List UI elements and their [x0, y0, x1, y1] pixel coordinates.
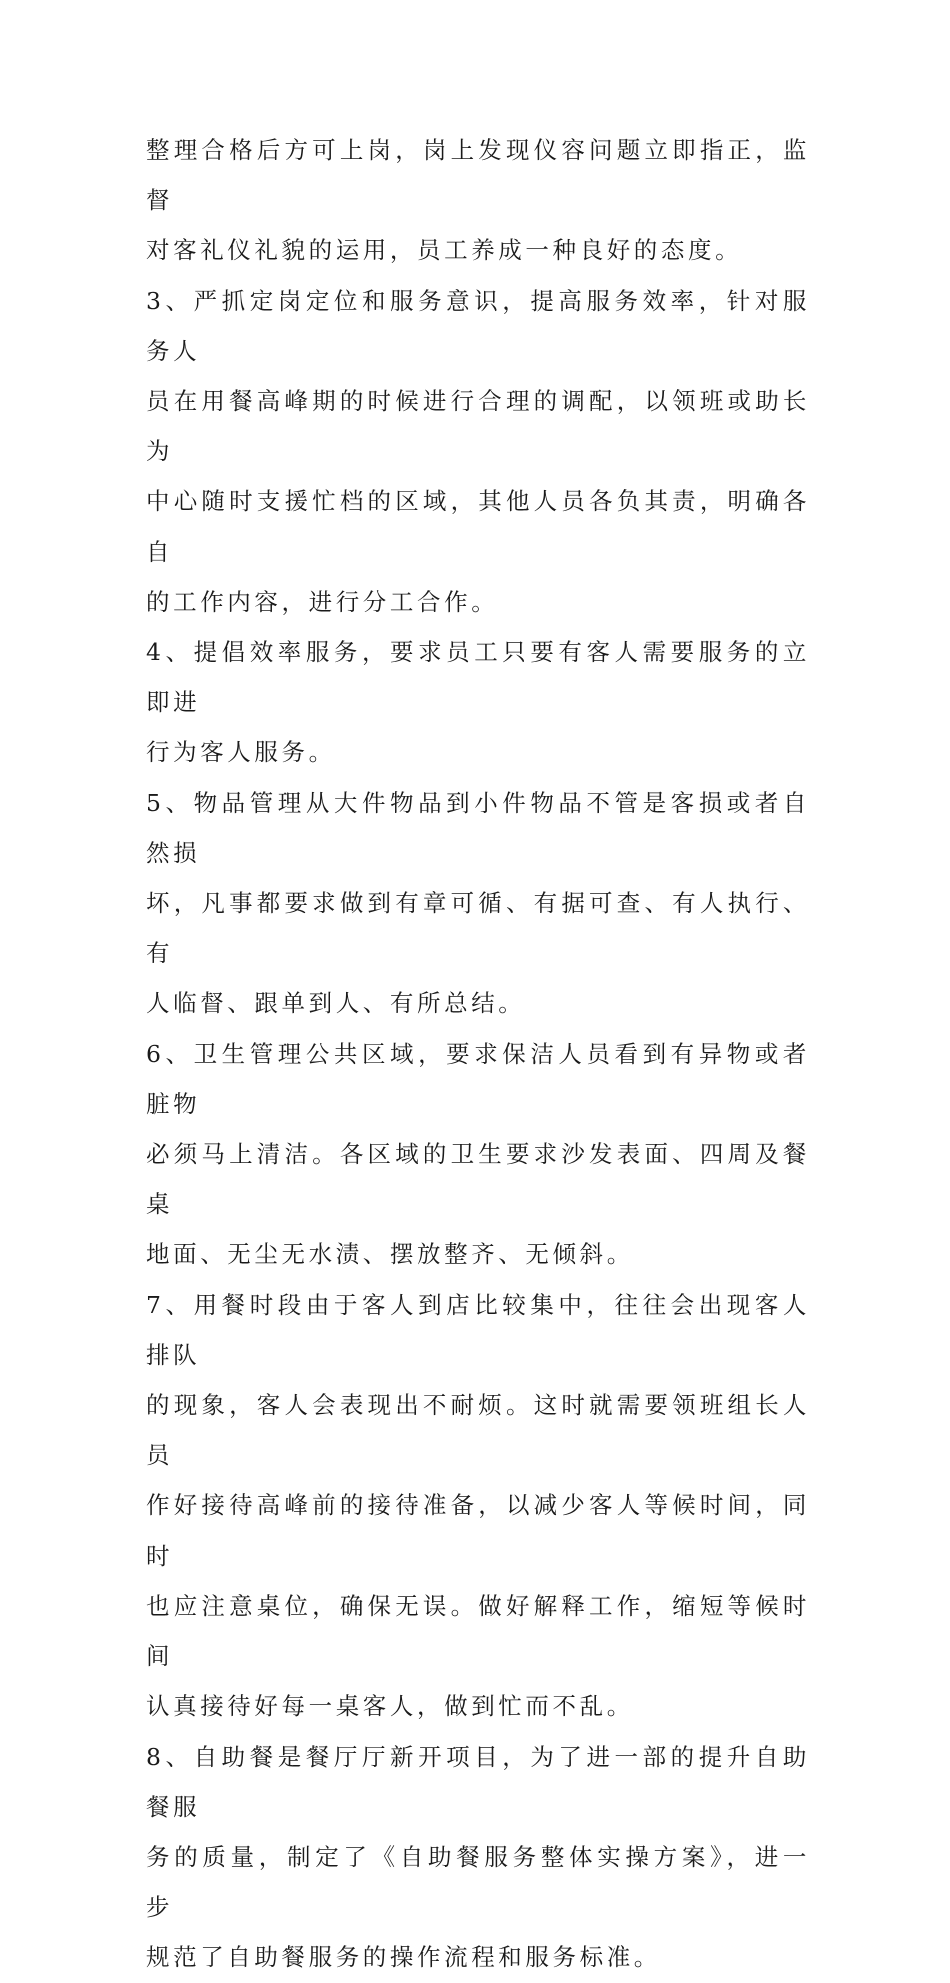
paragraph-item-8: 8、自助餐是餐厅厅新开项目，为了进一部的提升自助餐服 务的质量，制定了《自助餐服务整体实操方案》，进一步 规范了自助餐服务的操作流程和服务标准。: [146, 1742, 810, 1972]
paragraph-item-6: 6、卫生管理公共区域，要求保洁人员看到有异物或者脏物 必须马上清洁。各区域的卫生要求沙发表面、四周及餐桌 地面、无尘无水渍、摆放整齐、无倾斜。: [146, 1039, 810, 1269]
paragraph-item-3: 3、严抓定岗定位和服务意识，提高服务效率，针对服务人 员在用餐高峰期的时候进行合理的调配，以领班或助长为 中心随时支援忙档的区域，其他人员各负其责，明确各自 的工作内容，进行分工合作。: [146, 286, 810, 616]
paragraph-item-4: 4、提倡效率服务，要求员工只要有客人需要服务的立即进 行为客人服务。: [146, 638, 810, 767]
paragraph-continuation: 整理合格后方可上岗，岗上发现仪容问题立即指正，监督 对客礼仪礼貌的运用，员工养成一种良好的态度。: [146, 136, 810, 265]
paragraph-item-7: 7、用餐时段由于客人到店比较集中，往往会出现客人排队 的现象，客人会表现出不耐烦。这时就需要领班组长人员 作好接待高峰前的接待准备，以减少客人等候时间，同时 也应注意桌位，确保无误。做好解释工作，缩短等候时间 认真接待好每一桌客人，做到忙而不乱。: [146, 1290, 810, 1721]
document-body: [146, 125, 810, 1983]
paragraph-item-5: 5、物品管理从大件物品到小件物品不管是客损或者自然损 坏，凡事都要求做到有章可循、有据可查、有人执行、有 人临督、跟单到人、有所总结。: [146, 788, 810, 1018]
